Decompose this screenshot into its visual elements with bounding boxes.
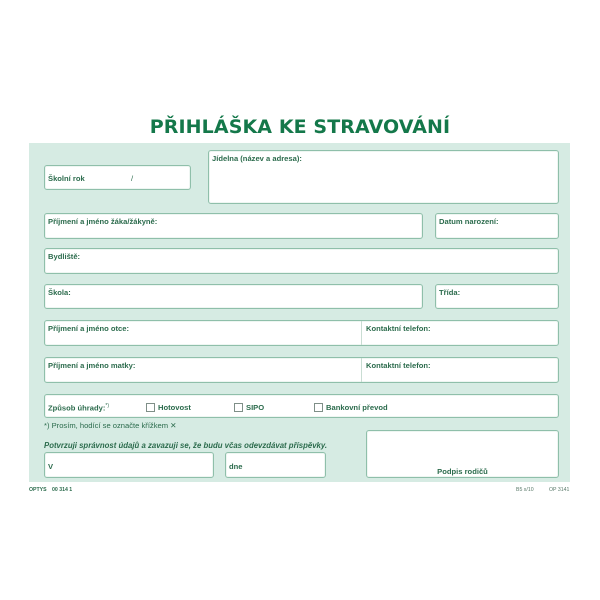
- father-name-label: Příjmení a jméno otce:: [48, 324, 130, 333]
- class-field[interactable]: [435, 284, 559, 309]
- school-year-label: Školní rok: [48, 174, 85, 183]
- class-label: Třída:: [439, 288, 461, 297]
- father-row: [44, 320, 559, 346]
- mother-name-field[interactable]: [45, 358, 361, 382]
- form-title: PŘIHLÁŠKA KE STRAVOVÁNÍ: [149, 116, 451, 138]
- date-label: dne: [229, 462, 243, 471]
- payment-note: *) Prosím, hodící se označte křížkem ✕: [44, 421, 177, 430]
- birth-date-field[interactable]: [435, 213, 559, 239]
- sipo-label[interactable]: SIPO: [246, 403, 265, 412]
- mother-phone-field[interactable]: [362, 358, 558, 382]
- footer-brand: OPTYS: [29, 487, 47, 493]
- place-label: V: [48, 462, 54, 471]
- school-label: Škola:: [48, 288, 71, 297]
- payment-method-row: [44, 394, 559, 418]
- student-name-field[interactable]: [44, 213, 423, 239]
- cash-checkbox[interactable]: [146, 403, 155, 412]
- mother-name-label: Příjmení a jméno matky:: [48, 361, 136, 370]
- signature-field[interactable]: [366, 430, 559, 478]
- canteen-label: Jídelna (název a adresa):: [212, 154, 302, 163]
- father-phone-label: Kontaktní telefon:: [366, 324, 431, 333]
- footer-product-code: OP 3141: [549, 487, 570, 493]
- payment-method-label: Způsob úhrady:*): [48, 403, 109, 413]
- footer-format: B5 x/10: [516, 487, 534, 493]
- footer-code: 00 314 1: [52, 487, 73, 493]
- birth-date-label: Datum narození:: [439, 217, 499, 226]
- cash-label[interactable]: Hotovost: [158, 403, 191, 412]
- bank-transfer-label[interactable]: Bankovní převod: [326, 403, 388, 412]
- canteen-field[interactable]: [208, 150, 559, 204]
- student-name-label: Příjmení a jméno žáka/žákyně:: [48, 217, 158, 226]
- mother-row: [44, 357, 559, 383]
- school-year-field[interactable]: [44, 165, 191, 190]
- date-field[interactable]: [225, 452, 326, 478]
- father-name-field[interactable]: [45, 321, 361, 345]
- school-field[interactable]: [44, 284, 423, 309]
- father-phone-field[interactable]: [362, 321, 558, 345]
- school-year-separator: /: [131, 174, 134, 183]
- sipo-checkbox[interactable]: [234, 403, 243, 412]
- bank-transfer-checkbox[interactable]: [314, 403, 323, 412]
- place-field[interactable]: [44, 452, 214, 478]
- residence-label: Bydliště:: [48, 252, 81, 261]
- signature-label: Podpis rodičů: [437, 467, 488, 476]
- residence-field[interactable]: [44, 248, 559, 274]
- confirmation-statement: Potvrzuji správnost údajů a zavazuji se, že budu včas odevzdávat příspěvky.: [44, 441, 328, 450]
- mother-phone-label: Kontaktní telefon:: [366, 361, 431, 370]
